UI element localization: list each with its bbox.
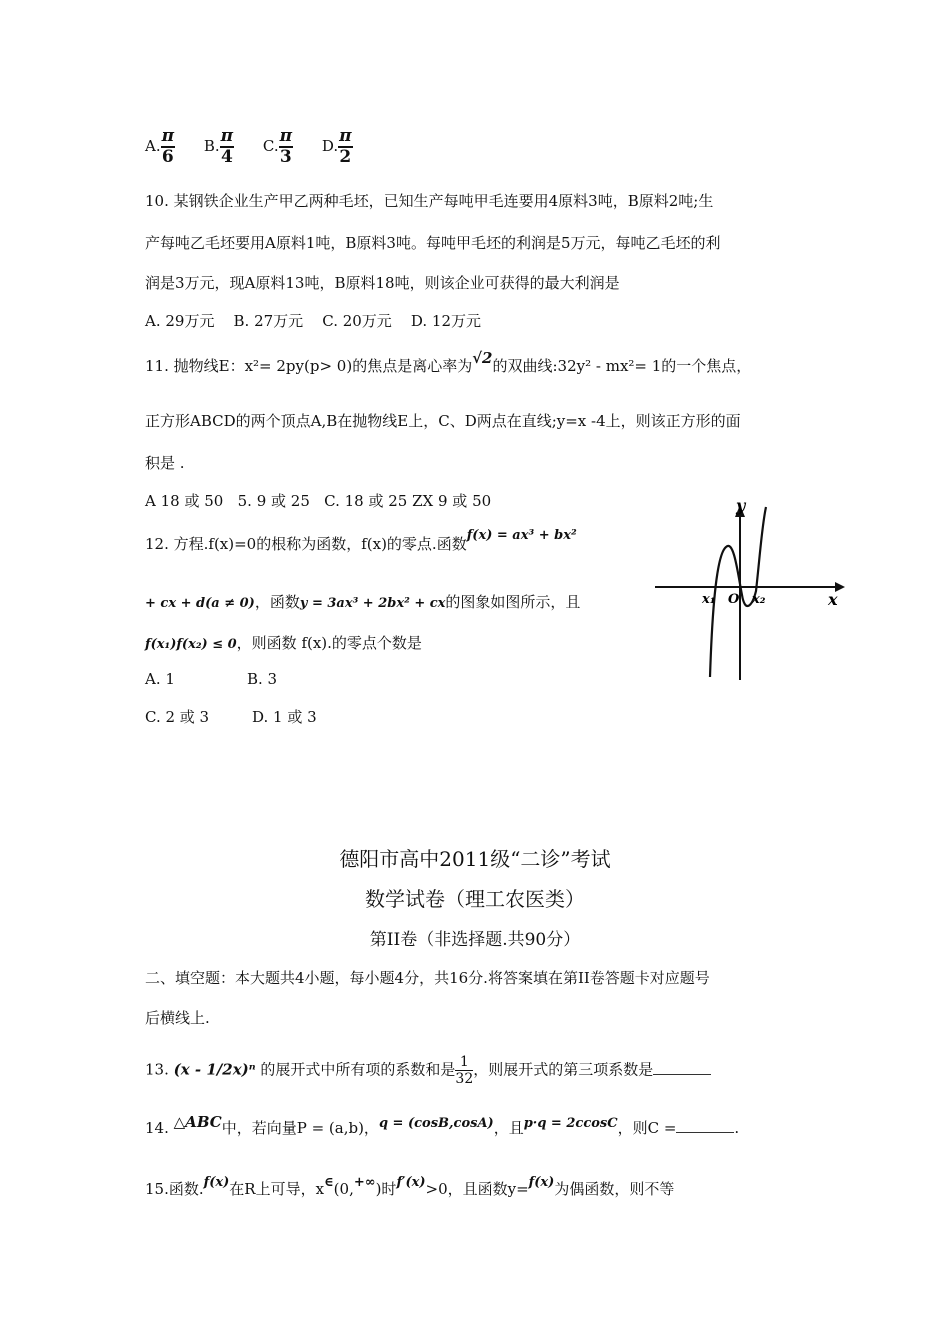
- x1-label: x₁: [702, 592, 716, 607]
- q12-line-2: + cx + d(a ≠ 0)，函数y = 3ax³ + 2bx² + cx的图象如图所示，且: [145, 593, 581, 611]
- x-axis-label: x: [828, 590, 838, 609]
- q14: 14. △ABC中，若向量P = (a,b)，q = (cosB,cosA)，且p·q = 2ccosC，则C = .: [145, 1113, 740, 1137]
- q11-line-1: 11. 抛物线E：x²= 2py(p> 0)的焦点是离心率为√2的双曲线:32y² - mx²= 1的一个焦点，: [145, 349, 752, 375]
- q10-line-3: 润是3万元，现A原料13吨，B原料18吨，则该企业可获得的最大利润是: [145, 274, 620, 292]
- q12-options-row-1: A. 1 B. 3: [145, 670, 278, 688]
- instructions-line-2: 后横线上.: [145, 1009, 210, 1027]
- q11-line-3: 积是 .: [145, 454, 185, 472]
- q11-options: A 18 或 50 5. 9 或 25 C. 18 或 25 ZX 9 或 50: [145, 492, 492, 510]
- sqrt-expression: √2: [472, 349, 493, 367]
- q9-option-a: A. $\frac{\pi}{6}$: [145, 126, 175, 167]
- origin-label: O: [728, 592, 740, 607]
- binomial-expression: (x - 1/2x)ⁿ: [173, 1060, 256, 1079]
- x2-label: x₂: [752, 592, 766, 607]
- q12-line-3: f(x₁)f(x₂) ≤ 0，则函数 f(x).的零点个数是: [145, 634, 422, 652]
- cubic-function-formula: f(x) = ax³ + bx²: [466, 528, 577, 543]
- q9-option-c: C. $\frac{\pi}{3}$: [262, 126, 293, 167]
- answer-blank[interactable]: [676, 1120, 734, 1133]
- exam-title: 德阳市高中2011级“二诊”考试: [339, 847, 611, 871]
- instructions-line-1: 二、填空题：本大题共4小题，每小题4分，共16分.将答案填在第II卷答题卡对应题号: [145, 969, 710, 987]
- function-graph: [650, 495, 845, 685]
- q10-line-2: 产每吨乙毛坯要用A原料1吨，B原料3吨。每吨甲毛坯的利润是5万元，每吨乙毛坯的利: [145, 234, 721, 252]
- q9-options: [145, 128, 377, 166]
- q13: 13. (x - 1/2x)ⁿ 的展开式中所有项的系数和是 $\frac{1}{32}$ ，则展开式的第三项系数是: [145, 1055, 711, 1086]
- section-heading: 第II卷（非选择题.共90分）: [369, 930, 581, 950]
- q11-line-2: 正方形ABCD的两个顶点A,B在抛物线E上，C、D两点在直线;y=x -4上，则该正方形的面: [145, 412, 741, 430]
- q9-option-b: B. $\frac{\pi}{4}$: [203, 126, 234, 167]
- q12-line-1: 12. 方程.f(x)=0的根称为函数，f(x)的零点.函数f(x) = ax³ + bx²: [145, 528, 577, 553]
- q10-options: A. 29万元 B. 27万元 C. 20万元 D. 12万元: [145, 312, 481, 330]
- answer-blank[interactable]: [653, 1062, 711, 1075]
- q9-option-d: D. $\frac{\pi}{2}$: [321, 126, 352, 167]
- q12-options-row-2: C. 2 或 3 D. 1 或 3: [145, 708, 317, 726]
- y-axis-label: y: [736, 496, 746, 515]
- q15: 15.函数.f(x)在R上可导，x∈(0,+∞)时f′(x)>0，且函数y=f(x)为偶函数，则不等: [145, 1175, 675, 1198]
- exam-subtitle: 数学试卷（理工农医类）: [365, 887, 585, 911]
- q10-line-1: 10. 某钢铁企业生产甲乙两种毛坯，已知生产每吨甲毛连要用4原料3吨，B原料2吨;生: [145, 192, 714, 210]
